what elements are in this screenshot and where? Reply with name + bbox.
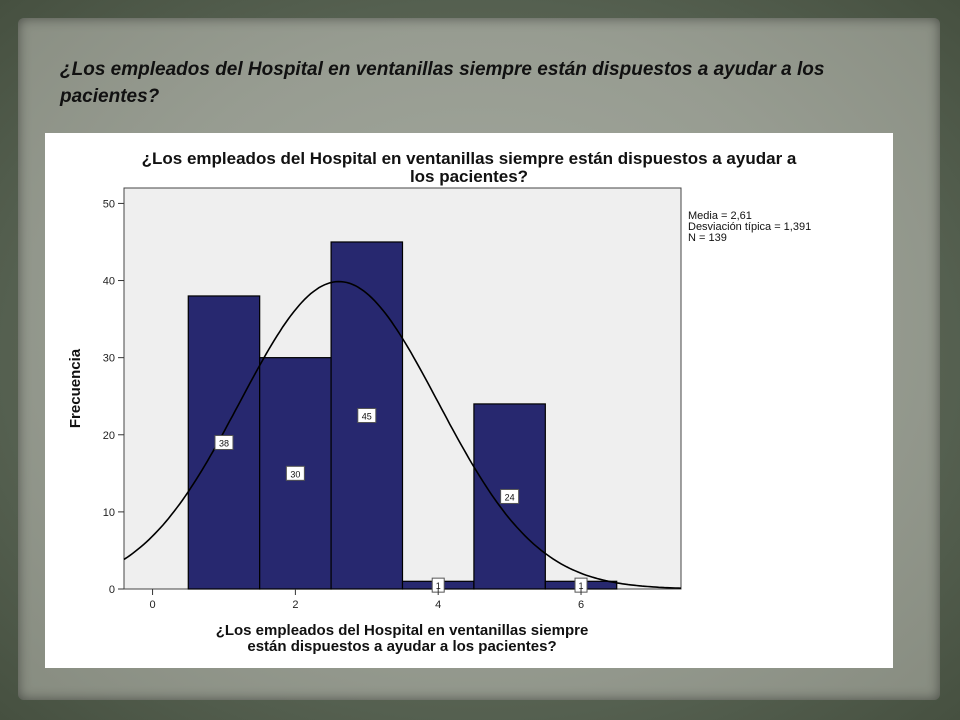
data-label: 38	[218, 438, 229, 449]
data-label: 30	[290, 469, 301, 480]
chart-panel	[45, 133, 893, 668]
chart-title-line: ¿Los empleados del Hospital en ventanillas siempre están dispuestos a ayudar a	[141, 149, 797, 168]
data-label: 45	[361, 411, 372, 422]
x-tick-label: 4	[435, 599, 442, 611]
data-label: 1	[578, 581, 584, 592]
y-tick-label: 10	[102, 506, 115, 519]
slide-title: ¿Los empleados del Hospital en ventanillas siempre están dispuestos a ayudar a los pacientes?	[60, 59, 825, 107]
x-tick-label: 0	[149, 599, 156, 611]
chart-title-line: los pacientes?	[409, 167, 529, 186]
stats-line: Desviación típica = 1,391	[688, 221, 812, 233]
y-tick-label: 40	[102, 275, 115, 288]
y-tick-label: 0	[108, 584, 115, 596]
x-axis-label-line: están dispuestos a ayudar a los pacientes?	[247, 638, 557, 655]
y-tick-label: 20	[102, 429, 115, 442]
stats-line: Media = 2,61	[688, 210, 752, 222]
x-axis-label-line: ¿Los empleados del Hospital en ventanillas siempre	[215, 622, 589, 639]
x-tick-label: 6	[577, 599, 585, 611]
y-axis-label: Frecuencia	[67, 348, 84, 429]
y-tick-label: 30	[102, 352, 115, 365]
data-label: 24	[504, 492, 515, 503]
data-label: 1	[435, 581, 441, 592]
y-tick-label: 50	[102, 198, 115, 211]
x-tick-label: 2	[292, 599, 299, 611]
stats-line: N = 139	[688, 232, 727, 244]
histogram-chart	[45, 133, 893, 668]
